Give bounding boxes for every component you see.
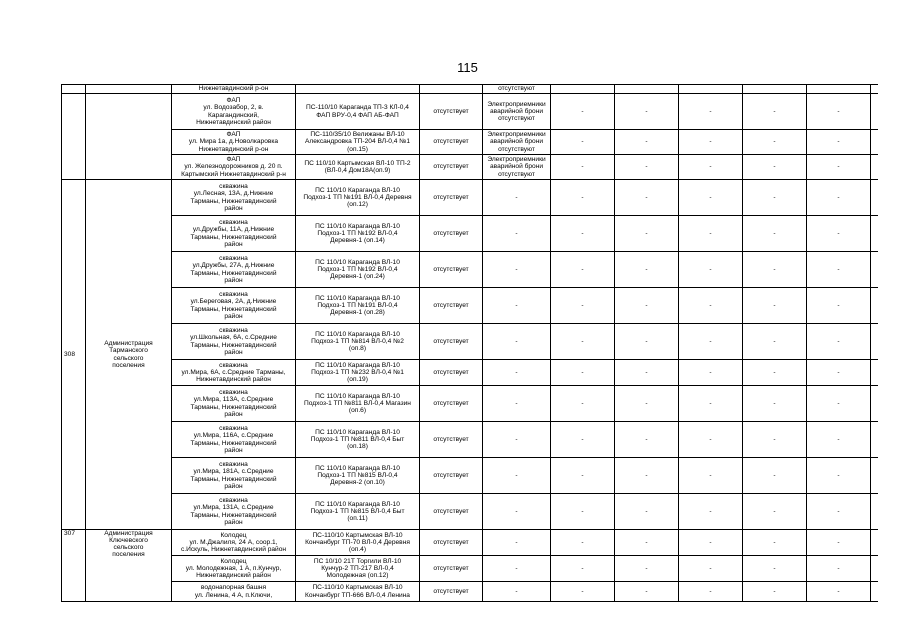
cell-c11: [871, 252, 879, 288]
cell-power-source: ПС 110/10 Караганда ВЛ-10 Подхоз-1 ТП №191 ВЛ-0,4 Деревня-1 (оп.28): [296, 288, 420, 324]
cell-c8: -: [679, 422, 743, 458]
cell-c9: [743, 85, 807, 94]
power-supply-table: [61, 84, 878, 602]
cell-c10: -: [807, 530, 871, 556]
table-row: [62, 494, 879, 530]
table-row: [62, 324, 879, 360]
cell-c6: -: [551, 530, 615, 556]
cell-c11: [871, 458, 879, 494]
cell-c9: -: [743, 556, 807, 582]
cell-power-source: ПС-110/10 Картымская ВЛ-10 Кончанбург ТП-70 ВЛ-0,4 Деревня (оп.4): [296, 530, 420, 556]
cell-backup: отсутствует: [420, 530, 483, 556]
cell-c6: -: [551, 324, 615, 360]
cell-c8: -: [679, 216, 743, 252]
cell-c6: -: [551, 386, 615, 422]
cell-power-source: ПС-110/10 Картымская ВЛ-10 Кончанбург ТП-666 ВЛ-0,4 Ленина: [296, 582, 420, 602]
cell-c10: -: [807, 582, 871, 602]
cell-c9: -: [743, 155, 807, 180]
cell-backup: [420, 85, 483, 94]
cell-c10: -: [807, 386, 871, 422]
cell-c7: -: [615, 216, 679, 252]
cell-c6: -: [551, 155, 615, 180]
cell-c9: -: [743, 530, 807, 556]
cell-c9: -: [743, 180, 807, 216]
cell-backup: отсутствует: [420, 386, 483, 422]
cell-backup: отсутствует: [420, 422, 483, 458]
cell-c9: -: [743, 324, 807, 360]
cell-reserve: -: [483, 582, 551, 602]
cell-c11: [871, 94, 879, 130]
cell-c6: -: [551, 582, 615, 602]
table-row: [62, 216, 879, 252]
table-row: [62, 582, 879, 602]
cell-c7: -: [615, 155, 679, 180]
cell-c9: -: [743, 252, 807, 288]
cell-c11: [871, 556, 879, 582]
table-row: [62, 386, 879, 422]
cell-c6: -: [551, 130, 615, 155]
cell-c10: -: [807, 130, 871, 155]
cell-c10: -: [807, 458, 871, 494]
cell-c10: -: [807, 324, 871, 360]
cell-c10: -: [807, 360, 871, 386]
cell-c7: -: [615, 288, 679, 324]
cell-c6: -: [551, 180, 615, 216]
cell-c6: -: [551, 288, 615, 324]
cell-c10: -: [807, 252, 871, 288]
cell-c8: -: [679, 130, 743, 155]
cell-reserve: Электроприемники аварийной брони отсутствуют: [483, 130, 551, 155]
cell-c6: -: [551, 216, 615, 252]
cell-c11: [871, 422, 879, 458]
cell-c7: -: [615, 458, 679, 494]
cell-organization: Администрация Ключевского сельского поселения: [86, 530, 172, 602]
cell-c11: [871, 360, 879, 386]
cell-number: 308: [62, 180, 86, 530]
cell-c9: -: [743, 582, 807, 602]
cell-c11: [871, 180, 879, 216]
cell-c11: [871, 85, 879, 94]
table-row: [62, 360, 879, 386]
cell-reserve: -: [483, 324, 551, 360]
table-row: [62, 155, 879, 180]
cell-organization: [86, 85, 172, 94]
cell-power-source: ПС 110/10 Караганда ВЛ-10 Подхоз-1 ТП №815 ВЛ-0,4 Быт (оп.11): [296, 494, 420, 530]
cell-c8: -: [679, 288, 743, 324]
cell-c6: [551, 85, 615, 94]
cell-reserve: Электроприемники аварийной брони отсутствуют: [483, 94, 551, 130]
cell-reserve: Электроприемники аварийной брони отсутствуют: [483, 155, 551, 180]
cell-c7: -: [615, 130, 679, 155]
cell-power-source: ПС 110/10 Караганда ВЛ-10 Подхоз-1 ТП №815 ВЛ-0,4 Деревня-2 (оп.10): [296, 458, 420, 494]
cell-c6: -: [551, 494, 615, 530]
cell-reserve: -: [483, 180, 551, 216]
cell-c9: -: [743, 360, 807, 386]
cell-backup: отсутствует: [420, 155, 483, 180]
cell-backup: отсутствует: [420, 180, 483, 216]
cell-c11: [871, 530, 879, 556]
cell-power-source: ПС 10/10 21Т Торгили ВЛ-10 Кунчур-2 ТП-217 ВЛ-0,4 Молодежная (оп.12): [296, 556, 420, 582]
cell-c11: [871, 494, 879, 530]
cell-c7: -: [615, 252, 679, 288]
cell-c7: -: [615, 494, 679, 530]
cell-object: ФАП ул. Мира 1а, д.Новолкаровка Нижнетавдинский р-он: [172, 130, 296, 155]
cell-c10: [807, 85, 871, 94]
cell-reserve: -: [483, 422, 551, 458]
cell-c8: -: [679, 360, 743, 386]
cell-object: Нижнетавдинский р-он: [172, 85, 296, 94]
cell-c9: -: [743, 216, 807, 252]
cell-object: Колодец ул. М.Джалиля, 24 А, соор.1, с.Искуль, Нижнетавдинский район: [172, 530, 296, 556]
table-row: [62, 422, 879, 458]
cell-c7: [615, 85, 679, 94]
cell-c10: -: [807, 556, 871, 582]
cell-c6: -: [551, 94, 615, 130]
table-row: [62, 556, 879, 582]
cell-c7: -: [615, 386, 679, 422]
cell-c6: -: [551, 360, 615, 386]
cell-c8: -: [679, 324, 743, 360]
cell-c6: -: [551, 556, 615, 582]
cell-power-source: ПС 110/10 Караганда ВЛ-10 Подхоз-1 ТП №191 ВЛ-0,4 Деревня (оп.12): [296, 180, 420, 216]
cell-c10: -: [807, 180, 871, 216]
cell-backup: отсутствует: [420, 582, 483, 602]
cell-backup: отсутствует: [420, 556, 483, 582]
cell-c7: -: [615, 360, 679, 386]
cell-reserve: -: [483, 386, 551, 422]
cell-c7: -: [615, 180, 679, 216]
cell-c10: -: [807, 155, 871, 180]
document-table-area: [61, 84, 878, 640]
cell-c10: -: [807, 422, 871, 458]
cell-backup: отсутствует: [420, 94, 483, 130]
cell-power-source: ПС 110/10 Караганда ВЛ-10 Подхоз-1 ТП №814 ВЛ-0,4 №2 (оп.8): [296, 324, 420, 360]
cell-reserve: -: [483, 360, 551, 386]
cell-c6: -: [551, 252, 615, 288]
cell-organization: [86, 94, 172, 180]
cell-c10: -: [807, 216, 871, 252]
cell-c11: [871, 130, 879, 155]
cell-c10: -: [807, 494, 871, 530]
table-row: [62, 180, 879, 216]
cell-backup: отсутствует: [420, 494, 483, 530]
cell-object: ФАП ул. Водозабор, 2, в. Карагандинский, Нижнетавдинский район: [172, 94, 296, 130]
cell-c9: -: [743, 288, 807, 324]
cell-c11: [871, 288, 879, 324]
cell-c9: -: [743, 130, 807, 155]
cell-c9: -: [743, 458, 807, 494]
table-row: [62, 85, 879, 94]
cell-reserve: -: [483, 494, 551, 530]
cell-c7: -: [615, 324, 679, 360]
cell-c8: -: [679, 180, 743, 216]
cell-backup: отсутствует: [420, 252, 483, 288]
cell-power-source: [296, 85, 420, 94]
cell-c7: -: [615, 556, 679, 582]
cell-object: водонапорная башня ул. Ленина, 4 А, п.Ключи,: [172, 582, 296, 602]
cell-power-source: ПС 110/10 Караганда ВЛ-10 Подхоз-1 ТП №811 ВЛ-0,4 Магазин (оп.6): [296, 386, 420, 422]
cell-c6: -: [551, 422, 615, 458]
cell-object: скважина ул.Мира, 181А, с.Средние Тарманы, Нижнетавдинский район: [172, 458, 296, 494]
cell-c8: -: [679, 155, 743, 180]
cell-number: 307: [62, 530, 86, 602]
table-row: [62, 530, 879, 556]
cell-object: скважина ул.Береговая, 2А, д.Нижние Тарманы, Нижнетавдинский район: [172, 288, 296, 324]
cell-backup: отсутствует: [420, 458, 483, 494]
cell-c8: -: [679, 530, 743, 556]
table-row: [62, 458, 879, 494]
cell-power-source: ПС-110/10 Караганда ТП-3 КЛ-0,4 ФАП ВРУ-0,4 ФАП АБ-ФАП: [296, 94, 420, 130]
cell-c11: [871, 324, 879, 360]
cell-reserve: -: [483, 288, 551, 324]
cell-c8: -: [679, 458, 743, 494]
cell-object: скважина ул.Школьная, 6А, с.Средние Тарманы, Нижнетавдинский район: [172, 324, 296, 360]
table-row: [62, 252, 879, 288]
cell-backup: отсутствует: [420, 360, 483, 386]
cell-c9: -: [743, 494, 807, 530]
cell-c11: [871, 155, 879, 180]
cell-c7: -: [615, 530, 679, 556]
cell-c8: -: [679, 494, 743, 530]
cell-c8: -: [679, 386, 743, 422]
cell-c7: -: [615, 582, 679, 602]
cell-reserve: -: [483, 216, 551, 252]
cell-reserve: -: [483, 252, 551, 288]
cell-c8: -: [679, 582, 743, 602]
cell-c8: -: [679, 252, 743, 288]
cell-backup: отсутствует: [420, 324, 483, 360]
cell-reserve: отсутствуют: [483, 85, 551, 94]
cell-object: скважина ул.Лесная, 13А, д.Нижние Тарманы, Нижнетавдинский район: [172, 180, 296, 216]
cell-reserve: -: [483, 556, 551, 582]
cell-power-source: ПС-110/35/10 Велижаны ВЛ-10 Александровка ТП-204 ВЛ-0,4 №1 (оп.15): [296, 130, 420, 155]
cell-c9: -: [743, 422, 807, 458]
cell-object: ФАП ул. Железнодорожников д. 20 п. Картымский Нижнетавдинский р-н: [172, 155, 296, 180]
cell-c8: [679, 85, 743, 94]
cell-c9: -: [743, 386, 807, 422]
cell-organization: Администрация Тарманского сельского поселения: [86, 180, 172, 530]
cell-object: скважина ул.Мира, 113А, с.Средние Тарманы, Нижнетавдинский район: [172, 386, 296, 422]
cell-power-source: ПС 110/10 Картымская ВЛ-10 ТП-2 (ВЛ-0,4 Дом18А(оп.9): [296, 155, 420, 180]
cell-c10: -: [807, 94, 871, 130]
cell-reserve: -: [483, 530, 551, 556]
table-row: [62, 94, 879, 130]
cell-c8: -: [679, 556, 743, 582]
table-row: [62, 288, 879, 324]
cell-c11: [871, 386, 879, 422]
cell-object: скважина ул.Мира, 116А, с.Средние Тарманы, Нижнетавдинский район: [172, 422, 296, 458]
table-row: [62, 130, 879, 155]
cell-c11: [871, 216, 879, 252]
cell-backup: отсутствует: [420, 216, 483, 252]
cell-object: скважина ул.Дружбы, 27А, д.Нижние Тарманы, Нижнетавдинский район: [172, 252, 296, 288]
cell-backup: отсутствует: [420, 130, 483, 155]
cell-c9: -: [743, 94, 807, 130]
page-number: 115: [457, 60, 478, 75]
cell-number: [62, 85, 86, 94]
cell-power-source: ПС 110/10 Караганда ВЛ-10 Подхоз-1 ТП №192 ВЛ-0,4 Деревня-1 (оп.24): [296, 252, 420, 288]
cell-c8: -: [679, 94, 743, 130]
cell-power-source: ПС 110/10 Караганда ВЛ-10 Подхоз-1 ТП №192 ВЛ-0,4 Деревня-1 (оп.14): [296, 216, 420, 252]
table-body: [62, 85, 879, 602]
cell-object: скважина ул.Мира, 6А, с.Средние Тарманы, Нижнетавдинский район: [172, 360, 296, 386]
cell-object: Колодец ул. Молодежная, 1 А, п.Кунчур, Нижнетавдинский район: [172, 556, 296, 582]
cell-power-source: ПС 110/10 Караганда ВЛ-10 Подхоз-1 ТП №232 ВЛ-0,4 №1 (оп.19): [296, 360, 420, 386]
cell-c7: -: [615, 422, 679, 458]
cell-backup: отсутствует: [420, 288, 483, 324]
cell-object: скважина ул.Дружбы, 11А, д.Нижние Тарманы, Нижнетавдинский район: [172, 216, 296, 252]
cell-power-source: ПС 110/10 Караганда ВЛ-10 Подхоз-1 ТП №811 ВЛ-0,4 Быт (оп.18): [296, 422, 420, 458]
cell-c7: -: [615, 94, 679, 130]
cell-c10: -: [807, 288, 871, 324]
cell-reserve: -: [483, 458, 551, 494]
cell-object: скважина ул.Мира, 131А, с.Средние Тарманы, Нижнетавдинский район: [172, 494, 296, 530]
cell-number: [62, 94, 86, 180]
cell-c6: -: [551, 458, 615, 494]
cell-c11: [871, 582, 879, 602]
